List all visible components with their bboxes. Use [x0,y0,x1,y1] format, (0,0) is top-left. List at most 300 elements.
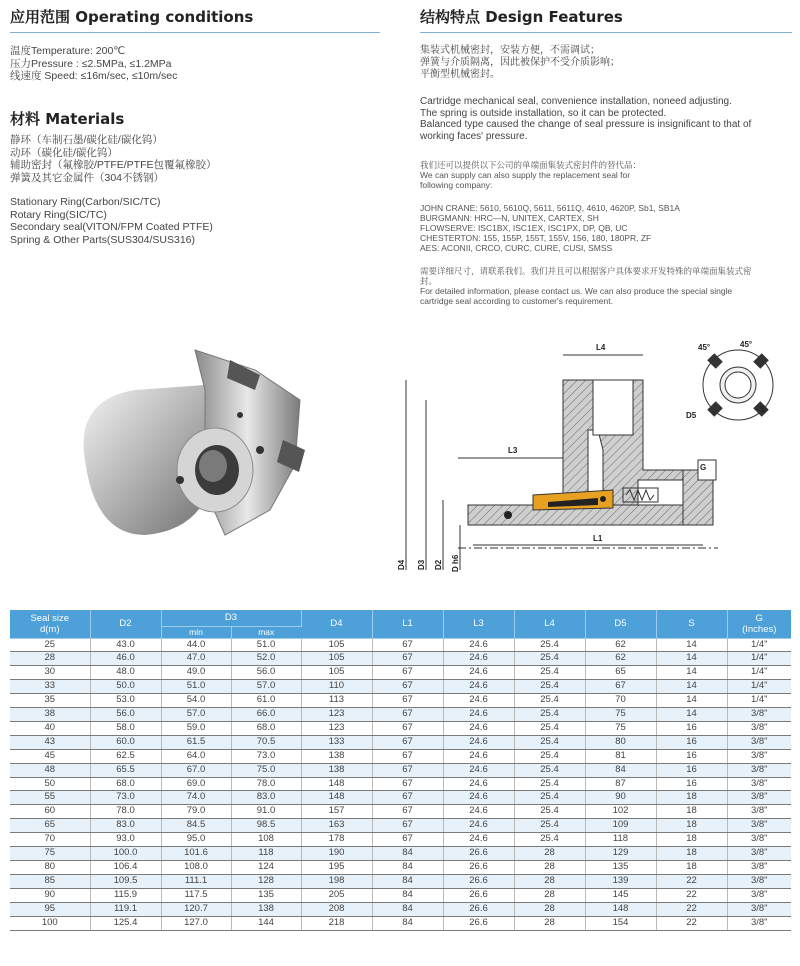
dim-g: G [700,463,707,472]
table-cell: 53.0 [90,694,161,708]
table-cell: 61.0 [231,694,301,708]
design-cn-list [420,45,620,81]
table-row [10,902,791,916]
table-cell: 101.6 [161,847,231,861]
table-cell: 84 [372,861,443,875]
table-cell: 60.0 [90,735,161,749]
table-cell: 67 [372,749,443,763]
table-cell: 70 [585,694,656,708]
table-row [10,735,791,749]
table-cell: 62.5 [90,749,161,763]
table-cell: 22 [656,902,727,916]
table-cell: 105 [301,652,372,666]
table-row [10,777,791,791]
table-cell: 144 [231,916,301,930]
material-en-line: Secondary seal(VITON/FPM Coated PTFE) [10,221,213,233]
table-cell: 148 [585,902,656,916]
table-cell: 49.0 [161,666,231,680]
table-cell: 154 [585,916,656,930]
table-cell: 59.0 [161,721,231,735]
table-cell: 3/8" [727,861,791,875]
table-row [10,763,791,777]
table-cell: 16 [656,777,727,791]
table-row [10,666,791,680]
table-cell: 57.0 [161,708,231,722]
dim-d3: D3 [417,559,426,570]
company-list [420,203,680,253]
table-cell: 120.7 [161,902,231,916]
table-cell: 14 [656,680,727,694]
table-cell: 26.6 [443,916,514,930]
table-cell: 138 [231,902,301,916]
table-cell: 87 [585,777,656,791]
table-cell: 80 [585,735,656,749]
table-cell: 25.4 [514,666,585,680]
header-d3: D3 [161,610,301,626]
table-cell: 128 [231,874,301,888]
table-cell: 14 [656,638,727,652]
table-row [10,708,791,722]
header-l3: L3 [443,610,514,638]
table-cell: 26.6 [443,874,514,888]
dim-d5: D5 [686,411,697,420]
table-cell: 25.4 [514,721,585,735]
table-cell: 198 [301,874,372,888]
material-en-line: Stationary Ring(Carbon/SIC/TC) [10,196,161,208]
table-cell: 16 [656,749,727,763]
table-cell: 28 [514,916,585,930]
table-row [10,638,791,652]
table-cell: 100 [10,916,90,930]
table-cell: 16 [656,735,727,749]
table-cell: 25.4 [514,749,585,763]
table-cell: 75 [10,847,90,861]
table-cell: 138 [301,749,372,763]
table-cell: 75 [585,721,656,735]
table-cell: 117.5 [161,888,231,902]
materials-cn-list [10,134,217,184]
table-cell: 190 [301,847,372,861]
table-cell: 57.0 [231,680,301,694]
table-row [10,805,791,819]
table-cell: 61.5 [161,735,231,749]
table-row [10,861,791,875]
table-cell: 79.0 [161,805,231,819]
table-cell: 68.0 [231,721,301,735]
table-cell: 3/8" [727,819,791,833]
table-row [10,749,791,763]
table-cell: 110 [301,680,372,694]
contact-en-line: cartridge seal according to customer's requirement. [420,296,613,306]
table-cell: 18 [656,833,727,847]
table-row [10,888,791,902]
table-cell: 25.4 [514,680,585,694]
design-en-line: Balanced type caused the change of seal pressure is insignificant to that of [420,119,752,130]
table-cell: 1/4" [727,694,791,708]
replacement-en-line: We can supply can also supply the replacement seal for [420,170,631,180]
heading-rule [420,32,792,33]
table-cell: 48 [10,763,90,777]
table-cell: 3/8" [727,749,791,763]
table-cell: 95 [10,902,90,916]
table-cell: 58.0 [90,721,161,735]
table-cell: 73.0 [90,791,161,805]
table-row [10,652,791,666]
table-cell: 157 [301,805,372,819]
header-g: G (Inches) [727,610,791,638]
table-cell: 67 [372,708,443,722]
table-cell: 26.6 [443,888,514,902]
table-cell: 84.5 [161,819,231,833]
table-cell: 24.6 [443,791,514,805]
company-line: BURGMANN: HRC—N, UNITEX, CARTEX, SH [420,213,599,223]
table-cell: 133 [301,735,372,749]
table-cell: 38 [10,708,90,722]
table-cell: 73.0 [231,749,301,763]
table-cell: 64.0 [161,749,231,763]
header-d2: D2 [90,610,161,638]
table-cell: 16 [656,721,727,735]
table-cell: 105 [301,666,372,680]
table-cell: 66.0 [231,708,301,722]
contact-en-line: For detailed information, please contact us. We can also produce the special single [420,286,733,296]
table-cell: 14 [656,694,727,708]
table-cell: 3/8" [727,874,791,888]
table-cell: 18 [656,847,727,861]
table-cell: 67 [372,721,443,735]
dim-s: S [760,405,766,414]
table-cell: 28 [514,874,585,888]
design-cn-line: 集装式机械密封，安装方便，不需调试； [420,45,600,56]
table-cell: 25.4 [514,805,585,819]
table-cell: 54.0 [161,694,231,708]
table-cell: 106.4 [90,861,161,875]
table-cell: 56.0 [90,708,161,722]
material-en-line: Spring & Other Parts(SUS304/SUS316) [10,233,196,246]
contact-cn-line: 需要详细尺寸，请联系我们。我们并且可以根据客户具体要求开发特殊的单端面集装式密 [420,266,752,276]
table-cell: 3/8" [727,708,791,722]
company-line: AES: ACONII, CRCO, CURC, CURE, CUSI, SMSS [420,243,613,253]
material-cn-line: 弹簧及其它金属件（304不锈钢） [10,171,165,184]
table-cell: 108 [231,833,301,847]
table-cell: 14 [656,666,727,680]
header-s: S [656,610,727,638]
table-cell: 65 [585,666,656,680]
table-cell: 125.4 [90,916,161,930]
table-cell: 74.0 [161,791,231,805]
table-cell: 25.4 [514,638,585,652]
table-row [10,721,791,735]
table-cell: 26.6 [443,847,514,861]
table-cell: 127.0 [161,916,231,930]
table-cell: 50 [10,777,90,791]
table-cell: 69.0 [161,777,231,791]
table-cell: 62 [585,652,656,666]
table-cell: 75.0 [231,763,301,777]
table-cell: 25.4 [514,735,585,749]
table-cell: 24.6 [443,666,514,680]
header-l1: L1 [372,610,443,638]
table-cell: 124 [231,861,301,875]
table-cell: 62 [585,638,656,652]
table-cell: 24.6 [443,638,514,652]
table-cell: 3/8" [727,791,791,805]
table-cell: 98.5 [231,819,301,833]
table-cell: 25.4 [514,708,585,722]
table-cell: 28 [514,861,585,875]
table-cell: 28 [514,847,585,861]
table-cell: 83.0 [90,819,161,833]
dimension-table [10,610,791,931]
table-cell: 84 [372,888,443,902]
table-cell: 43.0 [90,638,161,652]
table-cell: 139 [585,874,656,888]
angle-label-1: 45° [698,343,711,352]
table-cell: 51.0 [161,680,231,694]
table-cell: 67 [372,680,443,694]
table-cell: 28 [514,888,585,902]
table-cell: 70.5 [231,735,301,749]
table-cell: 24.6 [443,694,514,708]
table-cell: 84 [372,916,443,930]
table-cell: 108.0 [161,861,231,875]
table-cell: 24.6 [443,805,514,819]
table-cell: 24.6 [443,763,514,777]
table-cell: 40 [10,721,90,735]
contact-cn-line: 封。 [420,276,438,286]
table-cell: 148 [301,777,372,791]
header-d3-min: min [161,626,231,638]
table-cell: 208 [301,902,372,916]
table-cell: 67 [585,680,656,694]
company-line: CHESTERTON: 155, 155P, 155T, 155V, 156, 180, 180PR, ZF [420,233,652,243]
table-row [10,874,791,888]
table-body [10,638,791,930]
table-cell: 163 [301,819,372,833]
table-cell: 67 [372,763,443,777]
table-cell: 129 [585,847,656,861]
table-cell: 84 [372,902,443,916]
design-features-heading: 结构特点 Design Features [420,8,623,26]
table-cell: 65.5 [90,763,161,777]
table-cell: 24.6 [443,652,514,666]
header-d5: D5 [585,610,656,638]
table-cell: 95.0 [161,833,231,847]
table-cell: 26.6 [443,902,514,916]
table-cell: 3/8" [727,916,791,930]
table-cell: 111.1 [161,874,231,888]
table-cell: 44.0 [161,638,231,652]
table-cell: 1/4" [727,638,791,652]
table-cell: 24.6 [443,721,514,735]
table-cell: 65 [10,819,90,833]
table-cell: 135 [585,861,656,875]
table-cell: 118 [585,833,656,847]
table-cell: 52.0 [231,652,301,666]
table-cell: 145 [585,888,656,902]
header-l4: L4 [514,610,585,638]
table-row [10,694,791,708]
table-cell: 50.0 [90,680,161,694]
contact-note [420,266,752,306]
table-cell: 85 [10,874,90,888]
heading-rule [10,32,380,33]
table-cell: 24.6 [443,680,514,694]
table-cell: 90 [10,888,90,902]
dim-d: D h6 [451,554,460,572]
table-cell: 118 [231,847,301,861]
operating-conditions-list [10,45,177,83]
table-row [10,791,791,805]
table-cell: 25.4 [514,777,585,791]
table-cell: 22 [656,874,727,888]
material-en-line: Rotary Ring(SIC/TC) [10,208,107,221]
table-cell: 67 [372,735,443,749]
speed-line: 线速度 Speed: ≤16m/sec, ≤10m/sec [10,70,178,82]
header-d3-max: max [231,626,301,638]
table-cell: 67 [372,805,443,819]
table-cell: 24.6 [443,819,514,833]
table-cell: 91.0 [231,805,301,819]
dim-d2: D2 [434,559,443,570]
table-cell: 3/8" [727,902,791,916]
table-row [10,916,791,930]
table-cell: 67 [372,694,443,708]
table-cell: 123 [301,721,372,735]
table-cell: 14 [656,708,727,722]
table-cell: 25.4 [514,652,585,666]
table-cell: 109.5 [90,874,161,888]
table-cell: 24.6 [443,833,514,847]
table-cell: 90 [585,791,656,805]
design-cn-line: 弹簧与介质隔离，因此被保护不受介质影响； [420,57,620,68]
table-cell: 102 [585,805,656,819]
design-en-line: The spring is outside installation, so it can be protected. [420,107,667,119]
table-cell: 24.6 [443,777,514,791]
table-cell: 67 [372,833,443,847]
design-cn-line: 平衡型机械密封。 [420,69,500,80]
materials-en-list [10,196,213,246]
table-cell: 46.0 [90,652,161,666]
table-cell: 3/8" [727,763,791,777]
table-cell: 28 [514,902,585,916]
header-d4: D4 [301,610,372,638]
table-cell: 55 [10,791,90,805]
table-cell: 26.6 [443,861,514,875]
table-header [10,610,791,638]
table-cell: 78.0 [90,805,161,819]
table-cell: 83.0 [231,791,301,805]
table-cell: 18 [656,819,727,833]
dim-d4: D4 [397,559,406,570]
table-cell: 135 [231,888,301,902]
table-cell: 25.4 [514,791,585,805]
pressure-line: 压力Pressure : ≤2.5MPa, ≤1.2MPa [10,57,172,70]
table-cell: 113 [301,694,372,708]
material-cn-line: 动环（碳化硅/碳化钨） [10,146,118,159]
table-cell: 115.9 [90,888,161,902]
table-cell: 3/8" [727,888,791,902]
table-cell: 1/4" [727,680,791,694]
table-cell: 43 [10,735,90,749]
table-cell: 67 [372,819,443,833]
materials-heading: 材料 Materials [10,110,125,128]
design-en-line: Cartridge mechanical seal, convenience installation, noneed adjusting. [420,96,732,107]
table-cell: 218 [301,916,372,930]
table-cell: 30 [10,666,90,680]
table-cell: 22 [656,888,727,902]
table-cell: 24.6 [443,749,514,763]
temperature-line: 温度Temperature: 200℃ [10,45,126,57]
table-cell: 178 [301,833,372,847]
table-row [10,819,791,833]
table-cell: 51.0 [231,638,301,652]
table-cell: 80 [10,861,90,875]
table-cell: 100.0 [90,847,161,861]
table-cell: 148 [301,791,372,805]
table-cell: 3/8" [727,805,791,819]
table-cell: 67 [372,666,443,680]
table-cell: 48.0 [90,666,161,680]
table-cell: 67.0 [161,763,231,777]
material-cn-line: 静环（车制石墨/碳化硅/碳化钨） [10,134,163,146]
table-cell: 18 [656,791,727,805]
company-line: FLOWSERVE: ISC1BX, ISC1EX, ISC1PX, DP, QB, UC [420,223,628,233]
design-en-line: working faces' pressure. [420,130,528,142]
table-cell: 3/8" [727,777,791,791]
table-cell: 105 [301,638,372,652]
cross-section-drawing [398,330,798,580]
table-cell: 25.4 [514,819,585,833]
table-cell: 195 [301,861,372,875]
table-cell: 25.4 [514,833,585,847]
design-en-list [420,96,751,142]
table-cell: 123 [301,708,372,722]
dim-l4: L4 [596,343,606,352]
table-cell: 119.1 [90,902,161,916]
table-cell: 93.0 [90,833,161,847]
table-cell: 67 [372,652,443,666]
table-cell: 25.4 [514,763,585,777]
table-cell: 67 [372,791,443,805]
table-cell: 1/4" [727,652,791,666]
table-cell: 3/8" [727,721,791,735]
table-cell: 3/8" [727,735,791,749]
header-seal-size: Seal size d(m) [10,610,90,638]
table-cell: 25.4 [514,694,585,708]
table-cell: 56.0 [231,666,301,680]
replacement-cn: 我们还可以提供以下公司的单端面集装式密封件的替代品： [420,160,642,170]
table-cell: 205 [301,888,372,902]
table-cell: 84 [372,874,443,888]
dim-l3: L3 [508,446,518,455]
table-cell: 1/4" [727,666,791,680]
table-row [10,847,791,861]
table-cell: 25 [10,638,90,652]
replacement-intro [420,160,641,190]
table-cell: 28 [10,652,90,666]
company-line: JOHN CRANE: 5610, 5610Q, 5611, 5611Q, 4610, 4620P, Sb1, SB1A [420,203,680,213]
table-cell: 67 [372,638,443,652]
replacement-en-line: following company: [420,180,493,190]
table-cell: 78.0 [231,777,301,791]
table-cell: 18 [656,861,727,875]
table-cell: 35 [10,694,90,708]
table-cell: 138 [301,763,372,777]
table-cell: 24.6 [443,708,514,722]
table-cell: 45 [10,749,90,763]
table-cell: 22 [656,916,727,930]
